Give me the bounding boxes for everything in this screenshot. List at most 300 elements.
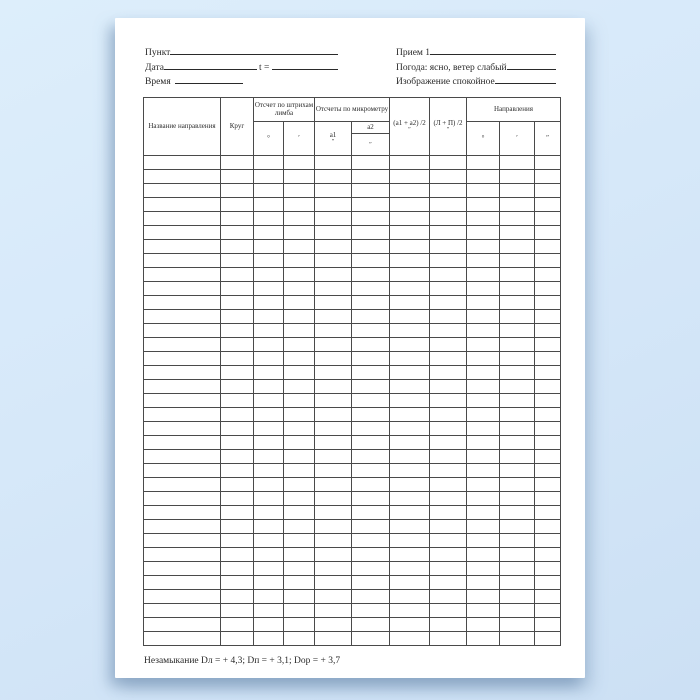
table-cell xyxy=(254,505,284,519)
table-cell xyxy=(254,155,284,169)
table-cell xyxy=(352,323,390,337)
table-cell xyxy=(352,561,390,575)
table-cell xyxy=(284,519,315,533)
table-cell xyxy=(430,589,467,603)
table-cell xyxy=(284,477,315,491)
table-row xyxy=(144,267,561,281)
table-cell xyxy=(467,169,500,183)
table-cell xyxy=(390,561,430,575)
table-cell xyxy=(144,617,221,631)
table-cell xyxy=(284,337,315,351)
table-cell xyxy=(221,631,254,645)
table-cell xyxy=(535,421,561,435)
table-cell xyxy=(467,197,500,211)
table-cell xyxy=(430,337,467,351)
table-cell xyxy=(430,295,467,309)
table-cell xyxy=(467,323,500,337)
table-cell xyxy=(500,323,535,337)
table-cell xyxy=(535,211,561,225)
table-cell xyxy=(315,169,352,183)
table-cell xyxy=(284,505,315,519)
table-cell xyxy=(284,575,315,589)
table-cell xyxy=(144,533,221,547)
table-cell xyxy=(315,239,352,253)
table-cell xyxy=(467,547,500,561)
table-cell xyxy=(390,421,430,435)
table-cell xyxy=(535,183,561,197)
table-cell xyxy=(430,155,467,169)
table-cell xyxy=(254,323,284,337)
table-cell xyxy=(352,197,390,211)
table-cell xyxy=(430,225,467,239)
table-cell xyxy=(144,589,221,603)
table-cell xyxy=(315,309,352,323)
table-cell xyxy=(535,295,561,309)
weather-blank-line xyxy=(507,60,556,70)
table-cell xyxy=(352,309,390,323)
table-row xyxy=(144,449,561,463)
table-cell xyxy=(390,505,430,519)
table-cell xyxy=(221,393,254,407)
table-cell xyxy=(390,351,430,365)
table-cell xyxy=(221,253,254,267)
table-cell xyxy=(254,575,284,589)
table-cell xyxy=(144,407,221,421)
table-cell xyxy=(500,169,535,183)
table-cell xyxy=(221,603,254,617)
avg-a-label: (а1 + а2) /2 xyxy=(393,118,426,127)
table-cell xyxy=(144,323,221,337)
table-cell xyxy=(221,617,254,631)
col-header-dir-sec: ″ xyxy=(535,121,561,155)
table-cell xyxy=(500,505,535,519)
table-cell xyxy=(430,617,467,631)
table-cell xyxy=(430,477,467,491)
table-cell xyxy=(500,253,535,267)
table-cell xyxy=(500,519,535,533)
table-row xyxy=(144,589,561,603)
table-cell xyxy=(284,295,315,309)
table-cell xyxy=(500,603,535,617)
table-cell xyxy=(284,617,315,631)
table-cell xyxy=(221,169,254,183)
table-cell xyxy=(467,295,500,309)
table-cell xyxy=(315,491,352,505)
table-cell xyxy=(430,351,467,365)
table-cell xyxy=(430,603,467,617)
table-cell xyxy=(144,225,221,239)
table-cell xyxy=(467,267,500,281)
table-cell xyxy=(430,267,467,281)
table-cell xyxy=(315,211,352,225)
table-cell xyxy=(315,533,352,547)
table-cell xyxy=(144,197,221,211)
table-cell xyxy=(254,463,284,477)
table-cell xyxy=(315,351,352,365)
t-label: t = xyxy=(258,62,270,73)
data-label: Дата xyxy=(145,62,164,73)
avg-lp-unit: ″ xyxy=(446,126,450,134)
table-cell xyxy=(221,421,254,435)
table-cell xyxy=(430,505,467,519)
table-cell xyxy=(352,589,390,603)
table-cell xyxy=(390,337,430,351)
table-cell xyxy=(315,589,352,603)
table-cell xyxy=(352,337,390,351)
table-cell xyxy=(315,323,352,337)
table-cell xyxy=(352,183,390,197)
table-cell xyxy=(390,393,430,407)
table-row xyxy=(144,253,561,267)
table-cell xyxy=(500,463,535,477)
table-cell xyxy=(144,435,221,449)
table-cell xyxy=(284,421,315,435)
table-cell xyxy=(390,183,430,197)
table-cell xyxy=(467,505,500,519)
table-cell xyxy=(500,589,535,603)
table-row xyxy=(144,561,561,575)
a1-label: а1 xyxy=(329,130,337,139)
table-cell xyxy=(500,379,535,393)
table-cell xyxy=(284,253,315,267)
table-cell xyxy=(467,519,500,533)
table-cell xyxy=(535,267,561,281)
table-cell xyxy=(284,309,315,323)
header-fields-left xyxy=(143,45,345,89)
table-cell xyxy=(284,323,315,337)
table-cell xyxy=(315,603,352,617)
table-cell xyxy=(430,519,467,533)
table-cell xyxy=(535,393,561,407)
table-cell xyxy=(144,267,221,281)
table-row xyxy=(144,631,561,645)
table-cell xyxy=(467,603,500,617)
table-cell xyxy=(535,323,561,337)
table-cell xyxy=(352,239,390,253)
table-cell xyxy=(535,169,561,183)
a2-unit: ″ xyxy=(369,140,372,148)
table-cell xyxy=(315,365,352,379)
table-row xyxy=(144,575,561,589)
table-cell xyxy=(352,281,390,295)
table-body xyxy=(144,155,561,645)
table-cell xyxy=(352,225,390,239)
table-cell xyxy=(144,421,221,435)
table-cell xyxy=(535,225,561,239)
table-cell xyxy=(500,239,535,253)
table-cell xyxy=(144,183,221,197)
table-cell xyxy=(390,281,430,295)
table-cell xyxy=(254,281,284,295)
table-cell xyxy=(352,519,390,533)
table-cell xyxy=(221,505,254,519)
table-cell xyxy=(535,589,561,603)
table-cell xyxy=(284,561,315,575)
table-cell xyxy=(221,155,254,169)
table-cell xyxy=(284,449,315,463)
table-cell xyxy=(315,421,352,435)
table-cell xyxy=(467,449,500,463)
a1-unit: ″ xyxy=(331,138,335,146)
table-cell xyxy=(500,281,535,295)
table-row xyxy=(144,155,561,169)
table-cell xyxy=(430,365,467,379)
table-cell xyxy=(254,365,284,379)
col-header-dir-deg: ° xyxy=(467,121,500,155)
table-cell xyxy=(221,533,254,547)
table-cell xyxy=(144,379,221,393)
table-cell xyxy=(500,267,535,281)
table-cell xyxy=(467,617,500,631)
table-cell xyxy=(352,393,390,407)
time-label: Время xyxy=(145,77,171,87)
col-header-circle: Круг xyxy=(221,97,254,155)
table-cell xyxy=(221,491,254,505)
table-row xyxy=(144,505,561,519)
col-group-limb: Отсчет по штрихам лимба xyxy=(254,97,315,121)
table-cell xyxy=(535,491,561,505)
table-cell xyxy=(254,477,284,491)
col-header-limb-min: ′ xyxy=(284,121,315,155)
table-cell xyxy=(221,575,254,589)
table-cell xyxy=(315,225,352,239)
priem-blank-line xyxy=(430,45,556,55)
table-cell xyxy=(535,477,561,491)
weather-label: Погода: ясно, ветер слабый xyxy=(396,62,507,73)
table-row xyxy=(144,617,561,631)
table-cell xyxy=(144,337,221,351)
table-cell xyxy=(390,519,430,533)
header-fields-right xyxy=(396,45,556,89)
table-cell xyxy=(254,491,284,505)
punkt-blank-line xyxy=(170,45,338,55)
table-cell xyxy=(144,477,221,491)
table-cell xyxy=(315,337,352,351)
table-cell xyxy=(352,379,390,393)
table-cell xyxy=(315,197,352,211)
table-row xyxy=(144,407,561,421)
table-cell xyxy=(535,239,561,253)
table-cell xyxy=(284,463,315,477)
col-header-avg-lp xyxy=(430,97,467,155)
table-cell xyxy=(315,407,352,421)
table-cell xyxy=(221,561,254,575)
table-cell xyxy=(315,519,352,533)
table-row xyxy=(144,547,561,561)
t-blank-line xyxy=(272,60,338,70)
table-cell xyxy=(390,211,430,225)
priem-label: Прием 1 xyxy=(396,48,431,58)
col-header-a2: а2 xyxy=(352,121,390,133)
table-cell xyxy=(430,561,467,575)
table-cell xyxy=(284,183,315,197)
table-cell xyxy=(221,351,254,365)
table-cell xyxy=(144,547,221,561)
table-cell xyxy=(284,267,315,281)
field-punkt xyxy=(145,45,345,60)
table-cell xyxy=(254,449,284,463)
table-cell xyxy=(535,617,561,631)
table-cell xyxy=(315,449,352,463)
table-cell xyxy=(467,421,500,435)
table-cell xyxy=(221,281,254,295)
table-cell xyxy=(144,449,221,463)
table-cell xyxy=(315,253,352,267)
col-header-limb-deg: ° xyxy=(254,121,284,155)
table-cell xyxy=(430,379,467,393)
table-cell xyxy=(430,575,467,589)
table-cell xyxy=(284,169,315,183)
table-cell xyxy=(500,211,535,225)
table-cell xyxy=(254,547,284,561)
avg-a-unit: ″ xyxy=(408,126,411,134)
table-cell xyxy=(254,337,284,351)
table-cell xyxy=(390,295,430,309)
table-cell xyxy=(221,463,254,477)
table-cell xyxy=(535,631,561,645)
table-cell xyxy=(430,239,467,253)
table-cell xyxy=(144,505,221,519)
table-cell xyxy=(254,603,284,617)
table-cell xyxy=(430,407,467,421)
table-cell xyxy=(390,575,430,589)
table-cell xyxy=(254,225,284,239)
table-cell xyxy=(254,533,284,547)
table-cell xyxy=(221,197,254,211)
field-time xyxy=(145,74,345,89)
table-row xyxy=(144,351,561,365)
table-cell xyxy=(254,197,284,211)
table-cell xyxy=(144,365,221,379)
table-cell xyxy=(221,309,254,323)
table-row xyxy=(144,435,561,449)
table-cell xyxy=(352,435,390,449)
table-cell xyxy=(430,281,467,295)
table-row xyxy=(144,281,561,295)
table-cell xyxy=(254,407,284,421)
table-row xyxy=(144,211,561,225)
table-cell xyxy=(390,309,430,323)
table-cell xyxy=(284,365,315,379)
table-row xyxy=(144,225,561,239)
table-cell xyxy=(352,603,390,617)
table-cell xyxy=(144,169,221,183)
table-cell xyxy=(254,519,284,533)
field-image xyxy=(396,74,556,89)
table-cell xyxy=(315,435,352,449)
table-cell xyxy=(467,589,500,603)
table-cell xyxy=(390,155,430,169)
table-cell xyxy=(500,309,535,323)
table-cell xyxy=(390,617,430,631)
data-blank-line xyxy=(164,60,257,70)
table-cell xyxy=(352,505,390,519)
table-cell xyxy=(390,253,430,267)
table-cell xyxy=(144,603,221,617)
table-cell xyxy=(535,505,561,519)
table-cell xyxy=(315,617,352,631)
table-cell xyxy=(352,631,390,645)
table-row xyxy=(144,463,561,477)
table-cell xyxy=(352,295,390,309)
avg-lp-label: (Л + П) /2 xyxy=(433,118,463,127)
table-cell xyxy=(390,533,430,547)
table-cell xyxy=(221,295,254,309)
table-cell xyxy=(352,491,390,505)
table-cell xyxy=(467,351,500,365)
table-cell xyxy=(500,547,535,561)
table-cell xyxy=(467,477,500,491)
table-cell xyxy=(254,379,284,393)
table-row xyxy=(144,323,561,337)
table-cell xyxy=(254,617,284,631)
table-cell xyxy=(284,631,315,645)
table-cell xyxy=(352,547,390,561)
table-cell xyxy=(254,309,284,323)
table-cell xyxy=(352,575,390,589)
table-cell xyxy=(352,407,390,421)
table-cell xyxy=(467,533,500,547)
table-cell xyxy=(535,281,561,295)
table-cell xyxy=(144,491,221,505)
table-cell xyxy=(254,169,284,183)
table-cell xyxy=(315,631,352,645)
table-cell xyxy=(144,351,221,365)
table-row xyxy=(144,393,561,407)
table-cell xyxy=(284,491,315,505)
table-cell xyxy=(284,197,315,211)
table-cell xyxy=(390,449,430,463)
table-cell xyxy=(221,183,254,197)
table-cell xyxy=(352,351,390,365)
table-cell xyxy=(221,225,254,239)
table-cell xyxy=(221,365,254,379)
table-cell xyxy=(352,267,390,281)
table-cell xyxy=(352,421,390,435)
table-cell xyxy=(430,309,467,323)
table-cell xyxy=(352,253,390,267)
col-header-dir-min: ′ xyxy=(500,121,535,155)
table-cell xyxy=(315,183,352,197)
table-cell xyxy=(430,533,467,547)
table-cell xyxy=(535,309,561,323)
table-cell xyxy=(430,491,467,505)
table-row xyxy=(144,239,561,253)
table-cell xyxy=(467,337,500,351)
table-cell xyxy=(284,533,315,547)
table-cell xyxy=(254,295,284,309)
table-cell xyxy=(467,407,500,421)
table-cell xyxy=(500,421,535,435)
col-header-a2-unit xyxy=(352,133,390,155)
table-cell xyxy=(467,211,500,225)
table-row xyxy=(144,533,561,547)
table-cell xyxy=(467,183,500,197)
table-row xyxy=(144,379,561,393)
table-cell xyxy=(535,351,561,365)
table-cell xyxy=(144,519,221,533)
table-cell xyxy=(144,155,221,169)
col-header-a1 xyxy=(315,121,352,155)
table-cell xyxy=(535,407,561,421)
col-header-name: Название направления xyxy=(144,97,221,155)
table-cell xyxy=(221,239,254,253)
table-cell xyxy=(500,183,535,197)
table-cell xyxy=(315,463,352,477)
table-row xyxy=(144,603,561,617)
table-cell xyxy=(500,449,535,463)
table-cell xyxy=(390,379,430,393)
